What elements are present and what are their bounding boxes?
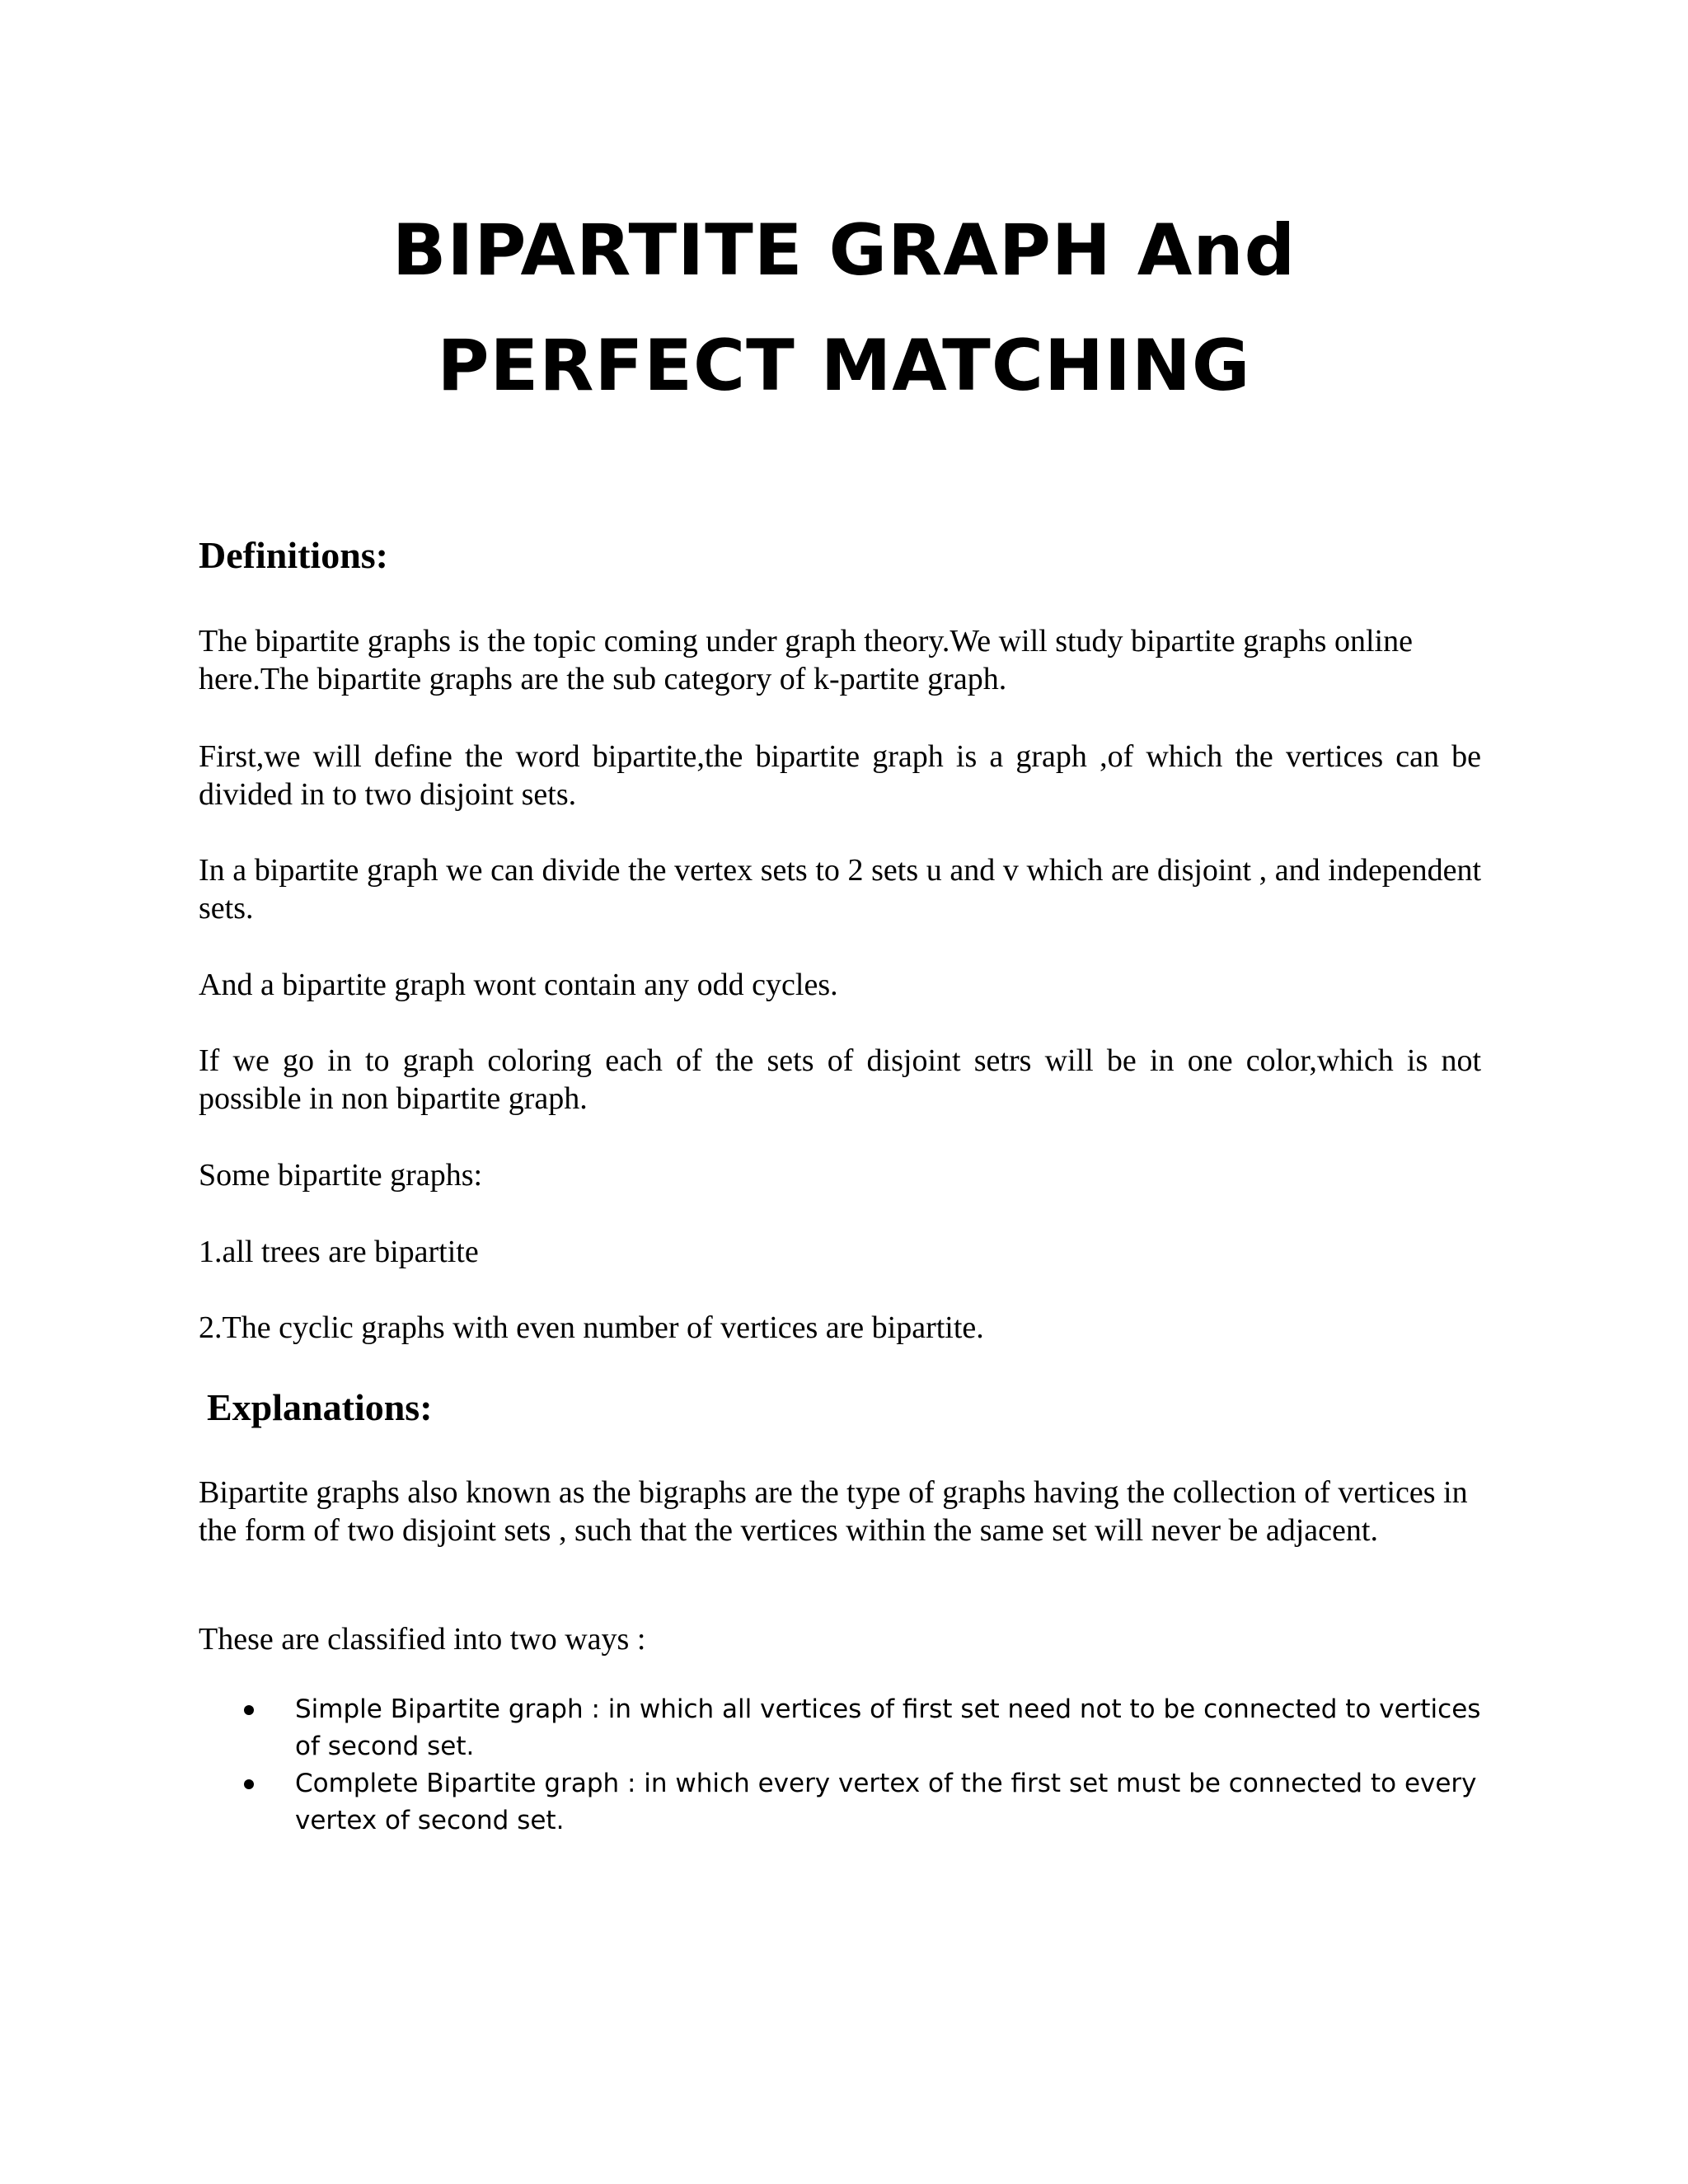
paragraph-4: And a bipartite graph wont contain any odd cycles. [199, 968, 838, 1002]
paragraph-2: First,we will define the word bipartite,the bipartite graph is a graph ,of which the vertices can be divided in to two disjoint sets. [199, 739, 1481, 812]
bullet-icon [244, 1779, 254, 1789]
document-title-line-1: BIPARTITE GRAPH And [392, 209, 1296, 292]
paragraph-1: The bipartite graphs is the topic coming under graph theory.We will study bipartite graphs online here.The bipartite graphs are the sub category of k-partite graph. [199, 624, 1413, 696]
list-item [199, 1691, 1501, 1765]
explanation-paragraph-1: Bipartite graphs also known as the bigraphs are the type of graphs having the collection of vertices in the form of two disjoint sets , such that the vertices within the same set will never be adjacent. [199, 1475, 1468, 1548]
paragraph-5: If we go in to graph coloring each of the sets of disjoint setrs will be in one color,which is not possible in non bipartite graph. [199, 1043, 1481, 1116]
document-title-line-2: PERFECT MATCHING [437, 325, 1251, 407]
list-item [199, 1765, 1501, 1840]
definitions-heading: Definitions: [199, 534, 388, 576]
explanations-heading: Explanations: [207, 1386, 433, 1428]
explanation-paragraph-2: These are classified into two ways : [199, 1622, 646, 1657]
list-item-text: Complete Bipartite graph : in which every vertex of the first set must be connected to every vertex of second set. [295, 1769, 1477, 1835]
paragraph-3: In a bipartite graph we can divide the vertex sets to 2 sets u and v which are disjoint , and independent sets. [199, 853, 1481, 926]
paragraph-6: Some bipartite graphs: [199, 1158, 483, 1193]
paragraph-7: 1.all trees are bipartite [199, 1235, 479, 1269]
bullet-icon [244, 1705, 254, 1715]
list-item-text: Simple Bipartite graph : in which all vertices of first set need not to be connected to vertices of second set. [295, 1694, 1481, 1761]
paragraph-8: 2.The cyclic graphs with even number of vertices are bipartite. [199, 1310, 984, 1345]
classification-list [199, 1691, 1501, 1840]
